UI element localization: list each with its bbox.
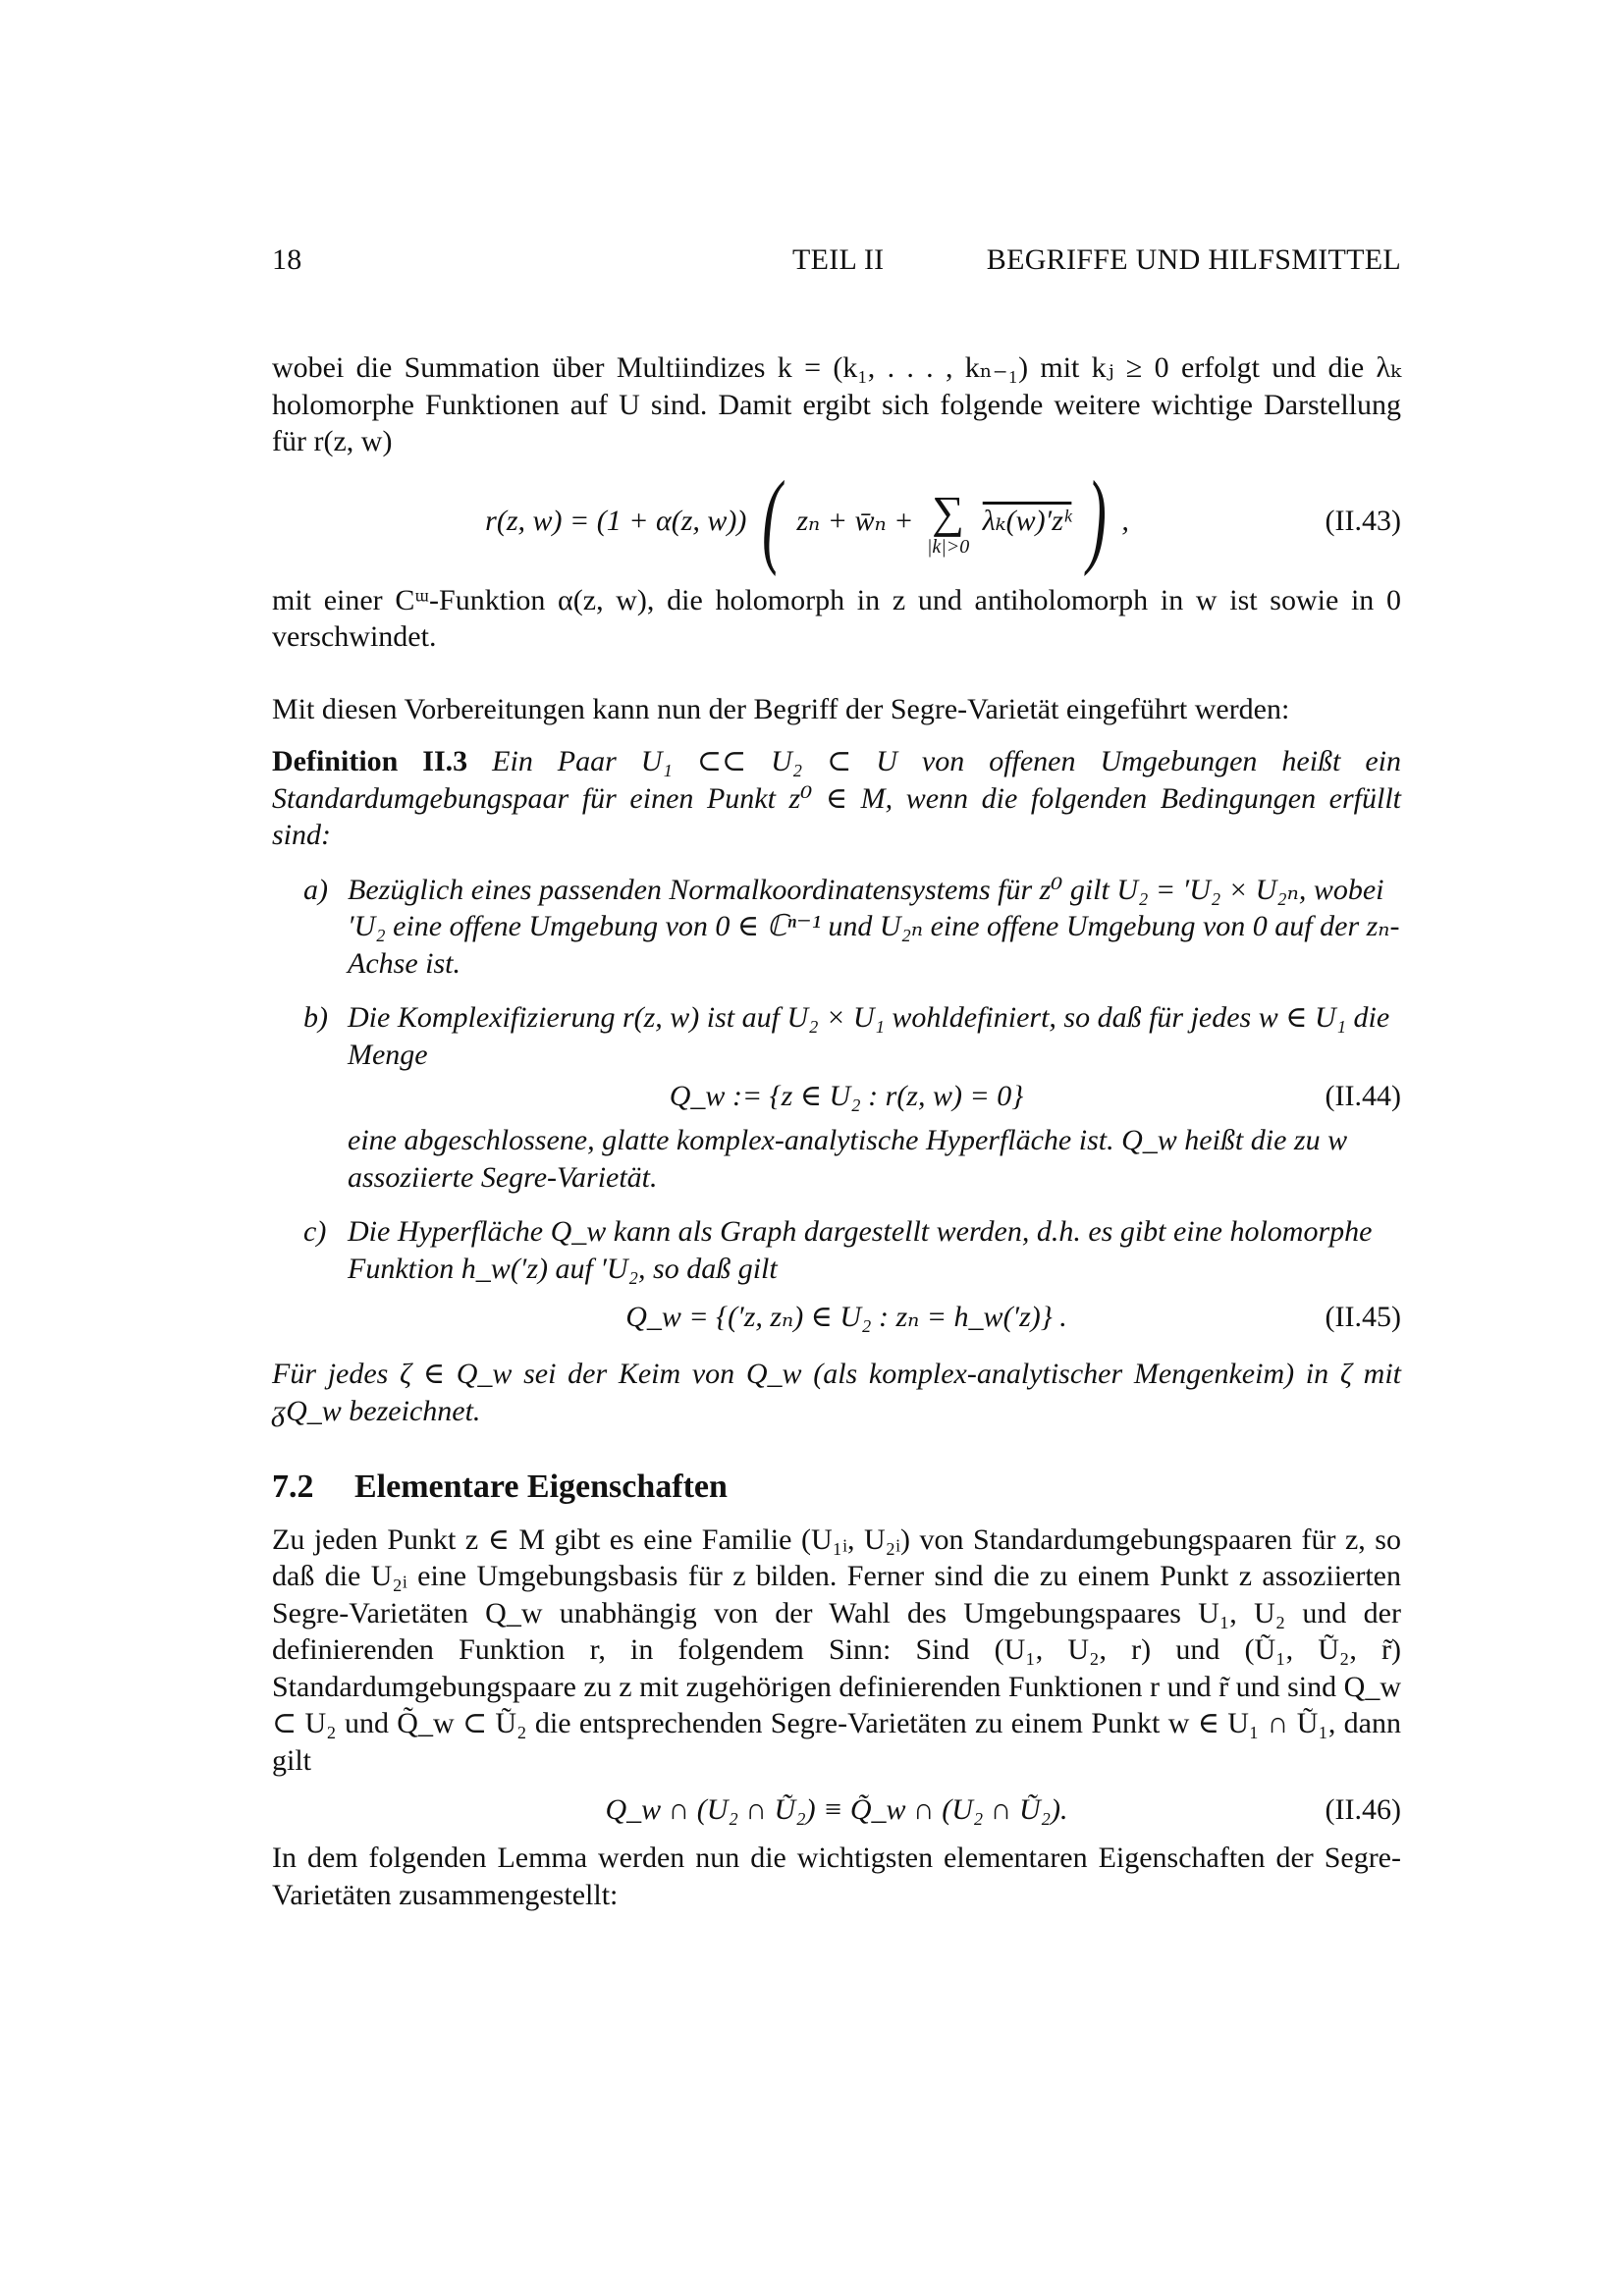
item-text: Die Komplexifizierung r(z, w) ist auf U₂ × U₁ wohldefiniert, so daß für jedes w ∈ U₁ die Menge	[348, 1001, 1390, 1071]
eq43-lhs: r(z, w) = (1 + α(z, w))	[485, 504, 747, 537]
sum-sign: ∑	[932, 486, 964, 537]
header-title: BEGRIFFE UND HILFSMITTEL	[986, 243, 1401, 276]
definition-item-b	[272, 999, 1401, 1196]
section-number: 7.2	[272, 1468, 314, 1505]
paragraph-alpha: mit einer Cᵚ-Funktion α(z, w), die holomorph in z und antiholomorph in w ist sowie in 0 verschwindet.	[272, 583, 1401, 653]
definition-item-a	[272, 872, 1401, 983]
eq45-expr: Q_w = {(′z, zₙ) ∈ U₂ : zₙ = h_w(′z)} .	[625, 1301, 1067, 1333]
definition-ii-3	[272, 743, 1401, 854]
definition-text: Ein Paar U₁ ⊂⊂ U₂ ⊂ U von offenen Umgebungen heißt ein Standardumgebungspaar für einen Punkt z⁰ ∈ M, wenn die folgenden Bedingungen erfüllt sind:	[272, 745, 1402, 851]
eq43-inner: zₙ + w̄ₙ +	[796, 504, 914, 537]
section-title: Elementare Eigenschaften	[354, 1468, 728, 1505]
definition-label: Definition II.3	[272, 745, 468, 777]
eq46-expr: Q_w ∩ (U₂ ∩ Ũ₂) ≡ Q̃_w ∩ (U₂ ∩ Ũ₂).	[605, 1793, 1068, 1826]
equation-tag: (II.44)	[1325, 1080, 1401, 1112]
eq43-close-paren: )	[1086, 460, 1107, 578]
item-label: b)	[303, 1001, 328, 1034]
item-text: Bezüglich eines passenden Normalkoordinatensystems für z⁰ gilt U₂ = ′U₂ × U₂ₙ, wobei ′U₂ eine offene Umgebung von 0 ∈ ℂⁿ⁻¹ und U₂ₙ eine offene Umgebung von 0 auf der zₙ-Achse ist.	[348, 873, 1400, 980]
equation-tag: (II.43)	[1325, 504, 1401, 537]
eq43-open-paren: (	[761, 460, 782, 578]
equation-ii-44	[272, 1075, 1401, 1118]
paragraph-preparation: Mit diesen Vorbereitungen kann nun der Begriff der Segre-Varietät eingeführt werden:	[272, 692, 1290, 725]
equation-ii-45	[272, 1293, 1401, 1342]
item-text-after: eine abgeschlossene, glatte komplex-analytische Hyperfläche ist. Q_w heißt die zu w assoziierte Segre-Varietät.	[348, 1124, 1348, 1194]
item-label: c)	[303, 1215, 327, 1248]
page-body	[272, 349, 1401, 1913]
page-number: 18	[272, 243, 302, 276]
eq43-trail: ,	[1121, 504, 1129, 537]
paragraph-lemma-intro: In dem folgenden Lemma werden nun die wichtigsten elementaren Eigenschaften der Segre-Varietäten zusammengestellt:	[272, 1842, 1401, 1911]
eq43-term: λₖ(w)′zᵏ	[982, 504, 1072, 537]
item-text: Die Hyperfläche Q_w kann als Graph dargestellt werden, d.h. es gibt eine holomorphe Funktion h_w(′z) auf ′U₂, so daß gilt	[348, 1215, 1373, 1285]
eq43-sum	[926, 486, 970, 558]
equation-tag: (II.46)	[1325, 1793, 1401, 1826]
running-header	[272, 243, 1401, 283]
equation-ii-43	[272, 460, 1401, 578]
header-part: TEIL II	[792, 243, 885, 276]
equation-tag: (II.45)	[1325, 1301, 1401, 1333]
sum-subscript: |k|>0	[926, 535, 970, 558]
section-heading	[272, 1468, 1401, 1506]
definition-closing: Für jedes ζ ∈ Q_w sei der Keim von Q_w (als komplex-analytischer Mengenkeim) in ζ mit ᵹQ_w bezeichnet.	[272, 1358, 1401, 1427]
paragraph-properties: Zu jeden Punkt z ∈ M gibt es eine Familie (U₁ᵢ, U₂ᵢ) von Standardumgebungspaaren für z, so daß die U₂ᵢ eine Umgebungsbasis für z bilden. Ferner sind die zu einem Punkt z assoziierten Segre-Varietäten Q_w unabhängig von der Wahl des Umgebungspaares U₁, U₂ und der definierenden Funktion r, in folgendem Sinn: Sind (U₁, U₂, r) und (Ũ₁, Ũ₂, r̃) Standardumgebungspaare zu z mit zugehörigen definierenden Funktionen r und r̃ und sind Q_w ⊂ U₂ und Q̃_w ⊂ Ũ₂ die entsprechenden Segre-Varietäten zu einem Punkt w ∈ U₁ ∩ Ũ₁, dann gilt	[272, 1522, 1401, 1777]
definition-item-c	[272, 1213, 1401, 1342]
eq44-expr: Q_w := {z ∈ U₂ : r(z, w) = 0}	[669, 1080, 1024, 1112]
paragraph-summation: wobei die Summation über Multiindizes k = (k₁, . . . , kₙ₋₁) mit kⱼ ≥ 0 erfolgt und die λₖ holomorphe Funktionen auf U sind. Damit ergibt sich folgende weitere wichtige Darstellung für r(z, w)	[272, 351, 1401, 457]
equation-ii-46	[272, 1787, 1401, 1834]
item-label: a)	[303, 873, 328, 906]
